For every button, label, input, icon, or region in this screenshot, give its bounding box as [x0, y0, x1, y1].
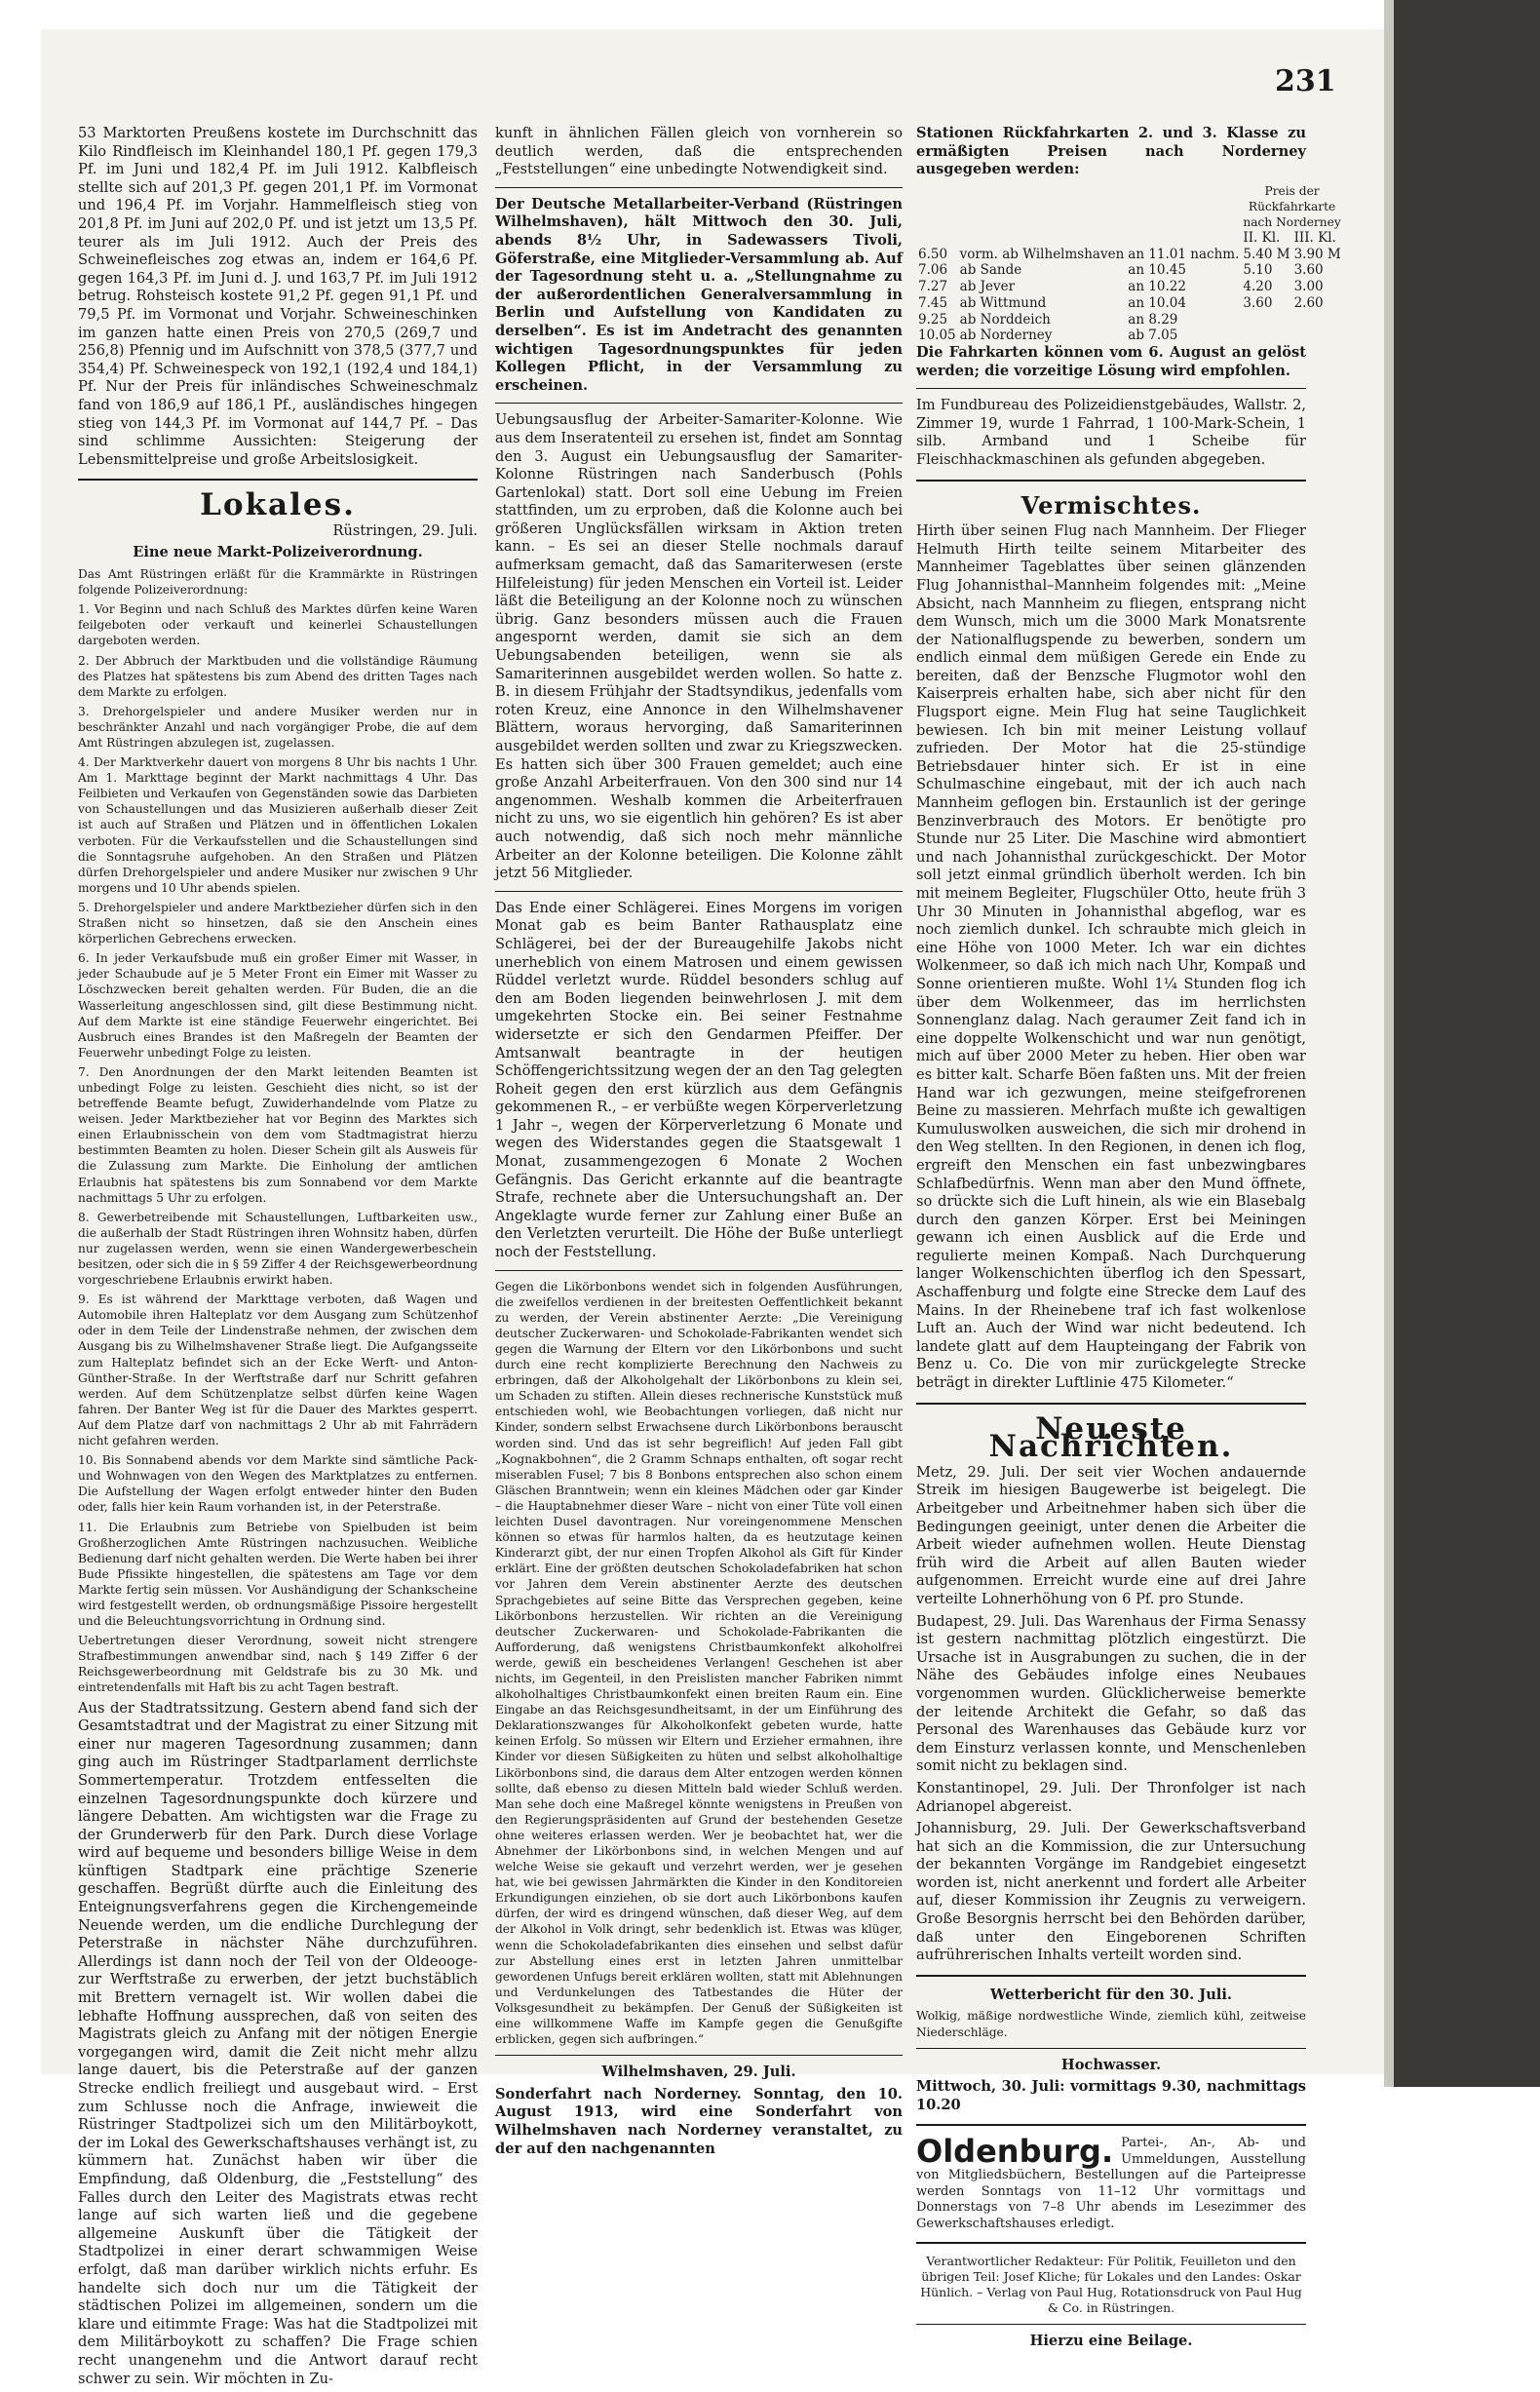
fahrplan-cell: ab Norderney [959, 328, 1053, 344]
news-item: Metz, 29. Juli. Der seit vier Wochen andauernde Streik im hiesigen Baugewerbe ist beigelegt. Die Arbeitgeber und Arbeitnehmer haben sich über die Bedingungen geeinigt, unter denen die Arbeiter die Arbeit wieder aufnehmen wollen. Heute Dienstag früh wird die Arbeit auf allen Bauten wieder aufgenommen. Erreicht wurde eine auf drei Jahre verteilte Lohnerhöhung von 6 Pf. pro Stunde. [916, 1463, 1306, 1607]
markt-rule: 10. Bis Sonnabend abends vor dem Markte sind sämtliche Pack- und Wohnwagen von den Wegen des Marktplatzes zu entfernen. Die Aufstellung der Wagen erfolgt entweder hinter den Buden oder, falls hier kein Raum vorhanden ist, in der Peterstraße. [78, 1453, 478, 1515]
page-edge-shadow [1384, 0, 1394, 2087]
divider [916, 1403, 1306, 1405]
fahrplan-cell: 5.10 [1243, 262, 1273, 279]
sonderfahrt-article: Sonderfahrt nach Norderney. Sonntag, den 10. August 1913, wird eine Sonderfahrt von Wilhelmshaven nach Norderney veranstaltet, zu der auf den nachgenannten [495, 2085, 903, 2157]
schlaegerei-article: Das Ende einer Schlägerei. Eines Morgens im vorigen Monat gab es beim Banter Rathausplatz eine Schlägerei, bei der der Bureaugehilfe Jakobs nicht unerheblich von einem Matrosen und einem gewissen Rüddel verletzt wurde. Rüddel besonders schlug auf den am Boden liegenden beinwehrlosen J. mit dem umgekehrten Stocke ein. Bei seiner Festnahme widersetzte er sich den Gendarmen Pfeiffer. Der Amtsanwalt beantragte in der heutigen Schöffengerichtssitzung wegen der an den Tag gelegten Roheit gegen den erst kürzlich aus dem Gefängnis gekommenen R., – er verbüßte wegen Körperverletzung 1 Jahr –, wegen der Körperverletzung 6 Monate und wegen des Widerstandes gegen die Staatsgewalt 1 Monat, zusammengezogen 6 Monate 2 Wochen Gefängnis. Das Gericht erkannte auf die beantragte Strafe, rechnete aber die Untersuchungshaft an. Der Angeklagte wurde ferner zur Zahlung einer Buße an den Verletzten verurteilt. Die Höhe der Buße unterliegt noch der Feststellung. [495, 899, 903, 1261]
fahrt-intro: Stationen Rückfahrkarten 2. und 3. Klasse zu ermäßigten Preisen nach Norderney ausgegeben werden: [916, 125, 1306, 178]
fahrplan-cell: 5.40 M [1243, 246, 1290, 262]
markt-rule: 7. Den Anordnungen der den Markt leitenden Beamten ist unbedingt Folge zu leisten. Geschieht dies nicht, so ist der betreffende Beamte befugt, Zuwiderhandelnde vom Platze zu weisen. Jeder Marktbezieher hat vor Beginn des Marktes sich einen Erlaubnisschein von dem vom Stadtmagistrat hierzu bestimmten Beamten zu holen. Dieser Schein gilt als Ausweis für die Zulassung zum Markte. Die Einholung der amtlichen Erlaubnis hat spätestens bis zum Sonnabend vor dem Markte nachmittags 5 Uhr zu erfolgen. [78, 1064, 478, 1205]
fahrplan-cell: 7.06 [918, 262, 948, 279]
divider [916, 1975, 1306, 1977]
fahrplan-table [916, 183, 1343, 344]
wetter-heading: Wetterbericht für den 30. Juli. [990, 1986, 1232, 2003]
stadtrat-article: Aus der Stadtratssitzung. Gestern abend fand sich der Gesamtstadtrat und der Magistrat zu einer Sitzung mit einer nur mageren Tagesordnung zusammen; dann ging auch im Rüstringer Stadtparlament derrlichste Sommertemperatur. Trotzdem entfesselten die einzelnen Tagesordnungspunkte doch kürzere und längere Debatten. Am wichtigsten war die Frage zu der Grunderwerb für den Park. Durch diese Vorlage wird auf bequeme und besonders billige Weise in dem künftigen Stadtpark eine prächtige Szenerie geschaffen. Begrüßt dürfte auch die Einleitung des Enteignungsverfahrens gegen die Kirchengemeinde Neuende werden, um die endliche Durchlegung der Peterstraße in nächster Nähe durchzuführen. Allerdings ist dann noch der Teil von der Oldeooge- zur Werftstraße zu erwerben, der jetzt buchstäblich mit Brettern vernagelt ist. Wir wollen dabei die lebhafte Hoffnung aussprechen, daß von seiten des Magistrats gleich zu Anfang mit der nötigen Energie vorgegangen wird, damit die Zeit nicht mehr allzu lange dauert, bis die Peterstraße auf der ganzen Strecke endlich freiliegt und ausgebaut wird. – Erst zum Schlusse noch die Anfrage, inwieweit die Rüstringer Stadtpolizei sich um den Militärboykott, der im Lokal des Gewerkschaftshauses verhängt ist, zu kümmern hat. Zunächst haben wir über die Empfindung, daß Oldenburg, die „Feststellung“ des Falles durch den Leiter des Magistrats etwas recht lange auf sich warten ließ und die gegebene allgemeine Auskunft über die Tätigkeit der Stadtpolizei in einer derart schwammigen Weise erfolgt, daß man darüber wirklich nichts erfuhr. Es handelte sich doch nur um die Tätigkeit der städtischen Polizei im allgemeinen, sondern um die klare und eitimmte Frage: Was hat die Stadtpolizei mit dem Militärboykott zu schaffen? Die Frage schien recht unangenehm und die Antwort darauf recht schwer zu sein. Wir möchten in Zu- [78, 1699, 478, 2387]
column-2 [495, 125, 903, 2162]
metallarbeiter-notice: Der Deutsche Metallarbeiter-Verband (Rüstringen Wilhelmshaven), hält Mittwoch den 30. Juli, abends 8½ Uhr, in Sadewassers Tivoli, Göferstraße, eine Mitglieder-Versammlung ab. Auf der Tagesordnung steht u. a. „Stellungnahme zu der außerordentlichen Generalversammlung in Berlin und Aufstellung von Kandidaten zu derselben“. Es ist im Andetracht des genannten wichtigen Tagesordnungspunktes für jeden Kollegen Pflicht, in der Versammlung zu erscheinen. [495, 195, 903, 394]
fahrplan-cell: 4.20 [1243, 279, 1273, 295]
fahrplan-cell: 9.25 [918, 311, 948, 328]
class-header: II. Kl. [1243, 230, 1281, 247]
markt-rule: Uebertretungen dieser Verordnung, soweit nicht strengere Strafbestimmungen anwendbar sind, nach § 149 Ziffer 6 der Reichsgewerbeordnung mit Geldstrafe bis zu 30 Mk. und eintretendenfalls mit Haft bis zu acht Tagen bestraft. [78, 1634, 478, 1695]
markt-rule: 9. Es ist während der Markttage verboten, daß Wagen und Automobile ihren Halteplatz vor dem Ausgang zum Schützenhof oder in dem Teile der Lindenstraße nehmen, der zwischen dem Ausgang bis zu Wilhelmshavener Straße liegt. Die Aufgangsseite zum Halteplatz befindet sich an der Ecke Werft- und Anton-Günther-Straße. In der Werftstraße darf nur Schritt gefahren werden. Auf dem Schützenplatze selbst dürfen keine Wagen fahren. Der Banter Weg ist für die Dauer des Marktes gesperrt. Auf dem Platze darf von nachmittags 2 Uhr ab mit Fahrrädern nicht gefahren werden. [78, 1292, 478, 1448]
news-item: Konstantinopel, 29. Juli. Der Thronfolger ist nach Adrianopel abgereist. [916, 1779, 1306, 1815]
markt-rule: 3. Drehorgelspieler und andere Musiker werden nur in beschränkter Anzahl und nach vorgängiger Probe, die auf dem Amt Rüstringen abzulegen ist, zugelassen. [78, 704, 478, 750]
markt-heading: Eine neue Markt-Polizeiverordnung. [133, 544, 423, 561]
fahrplan-row [916, 295, 1343, 312]
fahrplan-cell: an 10.04 [1128, 294, 1186, 311]
hochwasser-heading: Hochwasser. [1060, 2056, 1162, 2073]
news-item: Budapest, 29. Juli. Das Warenhaus der Firma Senassy ist gestern nachmittag plötzlich eingestürzt. Die Ursache ist in Ausgrabungen zu suchen, die in der Nähe des Gebäudes infolge eines Neubaues vorgenommen wurden. Glücklicherweise bemerkte der leitende Architekt die Gefahr, so daß das Personal des Warenhauses das Gebäude kurz vor dem Einsturz verlassen konnte, und Menschenleben somit nicht zu beklagen sind. [916, 1612, 1306, 1775]
fahrplan-cell: 6.50 [918, 246, 948, 262]
lokales-heading: Lokales. [200, 487, 356, 523]
hirth-article: Hirth über seinen Flug nach Mannheim. Der Flieger Helmuth Hirth teilte seinem Mitarbeiter des Mannheimer Tageblattes über seinen glänzenden Flug Johannisthal–Mannheim folgendes mit: „Meine Absicht, nach Mannheim zu fliegen, entsprang nicht dem Wunsch, mich um die 3000 Mark Monatsrente der Nationalflugspende zu bewerben, sondern um endlich einmal dem müßigen Gerede ein Ende zu bereiten, daß der Benzsche Flugmotor wohl den Kaiserpreis erhalten habe, sich aber nicht für den Flugsport eigne. Mein Flug hat seine Tauglichkeit bewiesen. Ich bin mit meiner Leistung vollauf zufrieden. Der Motor hat die 25-stündige Betriebsdauer hinter sich. Er ist in eine Schulmaschine eingebaut, mit der ich auch nach Mannheim geflogen bin. Erstaunlich ist der geringe Benzinverbrauch des Motors. Er benötigte pro Stunde nur 25 Liter. Die Maschine wird abmontiert und nach Johannisthal zurückgeschickt. Der Motor soll jetzt einmal gründlich überholt werden. Ich bin mit meinem Begleiter, Flugschüler Otto, heute früh 3 Uhr 30 Minuten in Johannisthal abgeflog, war es noch ziemlich dunkel. Ich schraubte mich gleich in eine Höhe von 1000 Meter. Ich war ein dichtes Wolkenmeer, so daß ich mich nach Uhr, Kompaß und Sonne orientieren mußte. Wohl 1¼ Stunden flog ich über dem Wolkenmeer, das im herrlichsten Sonnenglanz dalag. Nach geraumer Zeit fand ich in eine doppelte Wolkenschicht und war nun genötigt, mich auf über 2000 Meter zu heben. Hier oben war es bitter kalt. Scharfe Böen faßten uns. Mit der freien Hand war ich gezwungen, meine steifgefrorenen Beine zu massieren. Mehrfach mußte ich gewaltigen Kumuluswolken ausweichen, die sich mir drohend in den Weg stellten. In den Regionen, in denen ich flog, ergreift den Menschen ein fast unbezwingbares Schlafbedürfnis. Wenn man aber den Mund öffnete, so drückte sich die Luft hinein, als wie ein Blasebalg durch den ganzen Körper. Erst bei Meiningen gewann ich einen Ausblick auf die Erde und regulierte meinen Kompaß. Nach Durchquerung langer Wolkenschichten überflog ich den Spessart, Aschaffenburg und folgte eine Strecke dem Lauf des Mains. In der Rheinebene traf ich fast wolkenlose Luft an. Auch der Wind war nicht bedeutend. Ich landete glatt auf dem Haupteingang der Fabrik von Benz u. Co. Die von mir zurückgelegte Strecke beträgt in direkter Luftlinie 475 Kilometer.“ [916, 522, 1306, 1392]
fahrplan-cell: 7.45 [918, 294, 948, 311]
fahrplan-row [916, 312, 1343, 328]
divider [916, 2124, 1306, 2126]
fahrt-note: Die Fahrkarten können vom 6. August an gelöst werden; die vorzeitige Lösung wird empfohlen. [916, 343, 1306, 379]
imprint: Verantwortlicher Redakteur: Für Politik, Feuilleton und den übrigen Teil: Josef Kliche; für Lokales und den Landes: Oskar Hünlich. – Verlag von Paul Hug, Rotationsdruck von Paul Hug & Co. in Rüstringen. [920, 2254, 1302, 2316]
fahrplan-cell: ab 7.05 [1128, 328, 1178, 344]
fahrplan-cell: 3.00 [1293, 279, 1324, 295]
fahrplan-cell: vorm. ab Wilhelmshaven [959, 246, 1125, 262]
markt-rule: 5. Drehorgelspieler und andere Marktbezieher dürfen sich in den Straßen nicht so hinsetzen, daß sie den Anschein eines körperlichen Gebrechens erwecken. [78, 900, 478, 946]
divider [916, 2242, 1306, 2244]
column-3 [916, 125, 1341, 2355]
fahrplan-cell [1292, 312, 1343, 328]
fahrplan-cell: an 11.01 nachm. [1128, 246, 1240, 262]
fahrplan-cell: an 10.22 [1128, 279, 1186, 295]
price-header: Preis der Rückfahrkarte nach Norderney [1243, 183, 1341, 229]
fahrplan-cell: ab Jever [959, 279, 1016, 295]
divider [916, 388, 1306, 389]
markt-rule: 4. Der Marktverkehr dauert von morgens 8 Uhr bis nachts 1 Uhr. Am 1. Markttage beginnt der Markt nachmittags 4 Uhr. Das Feilbieten und Verkaufen von Gegenständen sowie das Darbieten von Schaustellungen und das Musizieren außerhalb dieser Zeit ist auch auf Straßen und Plätzen und in öffentlichen Lokalen verboten. Für die Verkaufsstellen und die Schaustellungen sind die Sonntagsruhe aufgehoben. An den Straßen und Plätzen dürfen Drehorgelspieler und andere Musiker nur zwischen 9 Uhr morgens und 10 Uhr abends spielen. [78, 755, 478, 895]
fahrplan-cell [1292, 328, 1343, 344]
fahrplan-cell: ab Sande [959, 262, 1022, 279]
oldenburg-ad [916, 2133, 1306, 2232]
fahrplan-cell [1241, 328, 1291, 344]
hochwasser-text: Mittwoch, 30. Juli: vormittags 9.30, nachmittags 10.20 [916, 2078, 1306, 2113]
class-header: III. Kl. [1293, 230, 1336, 247]
markt-rule: 8. Gewerbetreibende mit Schaustellungen, Luftbarkeiten usw., die außerhalb der Stadt Rüstringen ihren Wohnsitz haben, dürfen nur zugelassen werden, wenn sie einen Wandergewerbeschein besitzen, oder sich die in § 59 Ziffer 4 der Reichsgewerbeordnung vorgeschriebene Erlaubnis erwirkt haben. [78, 1210, 478, 1288]
divider [916, 2324, 1306, 2325]
likoer-article: Gegen die Likörbonbons wendet sich in folgenden Ausführungen, die zweifellos verdienen in der breitesten Oeffentlichkeit bekannt zu werden, der Verein abstinenter Aerzte: „Die Vereinigung deutscher Zuckerwaren- und Schokolade-Fabrikanten wendet sich gegen die Warnung der Eltern vor den Likörbonbons und sucht durch eine recht komplizierte Berechnung den Nachweis zu erbringen, daß der Alkoholgehalt der Likörbonbons zu klein sei, um Schaden zu stiften. Allein dieses rechnerische Kunststück muß entschieden wohl, wie Beobachtungen vorliegen, daß nicht nur Kinder, sondern selbst Erwachsene durch Likörbonbons berauscht worden sind. Und das ist sehr begreiflich! Auf jeden Fall gibt „Kognakbohnen“, die 2 Gramm Schnaps enthalten, oft sogar recht miserablen Fusel; 7 bis 8 Bonbons entsprechen also schon einem Gläschen Branntwein; wenn ein kleines Mädchen oder gar Kinder – die Hauptabnehmer dieser Ware – nicht von einer Tüte voll einen leichten Dusel davontragen. Nur voreingenommene Menschen können so etwas für harmlos halten, da es heutzutage keinen Kinderarzt gibt, der nur einen Tropfen Alkohol als Gift für Kinder erklärt. Eine der größten deutschen Schokoladefabriken hat schon vor Jahren dem Verein abstinenter Aerzte des deutschen Sprachgebietes auf seine Bitte das Versprechen gegeben, keine Likörbonbons herzustellen. Wir richten an die Vereinigung deutscher Zuckerwaren- und Schokolade-Fabrikanten die Aufforderung, daß wenigstens Christbaumkonfekt alkoholfrei werde, gewiß ein bescheidenes Verlangen! Geschehen ist aber nichts, im Gegenteil, in den Preislisten mancher Fabriken nimmt alkoholhaltiges Christbaumkonfekt einen breiten Raum ein. Eine Eingabe an das Reichsgesundheitsamt, in der um Einführung des Deklarationszwanges für Alkoholkonfekt gebeten wurde, hatte keinen Erfolg. So müssen wir Eltern und Erzieher ermahnen, ihre Kinder vor diesen Süßigkeiten zu hüten und selbst alkoholhaltige Likörbonbons sind, die daraus dem Alter entzogen werden können sollte, daß ebenso zu diesen Mitteln bald wieder Schluß werden. Man sehe doch eine Maßregel könnte wenigstens in Preußen von den Regierungspräsidenten auf Grund der bestehenden Gesetze ohne weiteres erlassen werden. Wer je beobachtet hat, wer die Abnehmer der Likörbonbons sind, in welchen Mengen und auf welche Weise sie gekauft und verzehrt werden, wer je gesehen hat, wie bei gewissen Jahrmärkten die Kinder in den Konditoreien Erkundigungen einziehen, ob sie dort auch Likörbonbons kaufen dürfen, der wird es dringend wünschen, daß dieser Weg, auf dem der Alkohol in Volk dringt, sehr bedenklich ist. Etwas was klüger, wenn die Schokoladefabrikanten dies einsehen und selbst dafür zur Abstellung eines erst in letzten Jahren unmittelbar gewordenen Unfugs bereit erklären wollten, statt mit Ablehnungen und Verdunkelungen des Tatbestandes die Hüter der Volksgesundheit zu bekämpfen. Der Genuß der Süßigkeiten ist eine willkommene Waffe im Kampfe gegen die Genußgifte erblicken, gegen sich aufbringen.“ [495, 1279, 903, 2047]
divider [495, 2055, 903, 2056]
markt-rule: 2. Der Abbruch der Marktbuden und die vollständige Räumung des Platzes hat spätestens bis zum Abend des dritten Tages nach dem Markte zu erfolgen. [78, 653, 478, 699]
fundbureau-notice: Im Fundbureau des Polizeidienstgebäudes, Wallstr. 2, Zimmer 19, wurde 1 Fahrrad, 1 100-Mark-Schein, 1 silb. Armband und 1 Scheibe für Fleischhackmaschinen als gefunden abgegeben. [916, 397, 1306, 468]
vermischtes-heading: Vermischtes. [1020, 490, 1202, 520]
fahrplan-cell: 2.60 [1293, 294, 1324, 311]
fahrplan-cell: 3.60 [1243, 294, 1273, 311]
ad-title: Oldenburg. [916, 2133, 1114, 2171]
samariter-article: Uebungsausflug der Arbeiter-Samariter-Kolonne. Wie aus dem Inseratenteil zu ersehen ist, findet am Sonntag den 3. August ein Uebungsausflug der Samariter-Kolonne Rüstringen nach Sanderbusch (Pohls Gartenlokal) statt. Dort soll eine Uebung im Freien stattfinden, um zu erproben, daß die Kolonne auch bei größeren Unglücksfällen wirksam in Aktion treten kann. – Es sei an dieser Stelle nochmals darauf aufmerksam gemacht, daß das Samariterwesen (erste Hilfeleistung) für jeden Menschen ein Vorteil ist. Leider läßt die Beteiligung an der Kolonne noch zu wünschen übrig. Ganz besonders müssen auch die Frauen angespornt werden, damit sie sich an dem Uebungsabenden beteiligen, wenn sie als Samariterinnen ausgebildet werden wollen. So hatte z. B. in diesem Frühjahr der Stadtsyndikus, jedenfalls vom roten Kreuz, eine Annonce in den Wilhelmshavener Blättern, woraus hervorging, daß Samariterinnen ausgebildet werden sollten und zwar zu Kriegszwecken. Es hatten sich über 300 Frauen gemeldet; auch eine große Anzahl Arbeiterfrauen. Von den 300 sind nur 14 angenommen. Weshalb kommen die Arbeiterfrauen nicht zu uns, wo sie eigentlich hin gehören? Es ist aber auch notwendig, daß sich noch mehr männliche Arbeiter an der Kolonne beteiligen. Die Kolonne zählt jetzt 56 Mitglieder. [495, 411, 903, 882]
fahrplan-cell: 10.05 [918, 328, 956, 344]
fahrplan-body [916, 247, 1343, 344]
fahrplan-row [916, 262, 1343, 279]
fahrplan-cell: an 10.45 [1128, 262, 1186, 279]
neueste-heading: Neueste Nachrichten. [988, 1410, 1234, 1465]
news-item: Johannisburg, 29. Juli. Der Gewerkschaftsverband hat sich an die Kommission, die zur Untersuchung der bekannten Vorgänge im Randgebiet eingesetzt worden ist, nicht anerkennt und fordert alle Arbeiter auf, dieser Kommission ihr Zeugnis zu verweigern. Große Besorgnis herrscht bei den Behörden darüber, daß unter den Eingeborenen Schriften aufrührerischen Inhalts verteilt worden sind. [916, 1820, 1306, 1964]
divider [495, 187, 903, 188]
wetter-text: Wolkig, mäßige nordwestliche Winde, ziemlich kühl, zeitweise Niederschläge. [916, 2009, 1306, 2039]
price-report-text: 53 Marktorten Preußens kostete im Durchschnitt das Kilo Rindfleisch im Kleinhandel 180,1 Pf. gegen 179,3 Pf. im Juni und 182,4 Pf. im Juli 1912. Kalbfleisch stellte sich auf 201,3 Pf. gegen 201,1 Pf. im Vormonat und 196,4 Pf. im Vorjahr. Hammelfleisch stieg von 201,8 Pf. im Juni auf 202,0 Pf. und ist jetzt um 13,5 Pf. teurer als im Juli 1912. Auch der Preis des Schweinefleisches zog etwas an, indem er 164,6 Pf. gegen 164,3 Pf. im Juni d. J. und 163,7 Pf. im Juli 1912 betrug. Rohsteisch kostete 91,2 Pf. gegen 91,1 Pf. und 79,5 Pf. im Vormonat und Vorjahr. Schweineschinken im ganzen hatte einen Preis von 270,5 (269,7 und 256,8) Pfennig und im Aufschnitt von 378,5 (377,7 und 354,4) Pf. Schweinespeck von 192,1 (192,4 und 184,1) Pf. Nur der Preis für inländisches Schweineschmalz fand von 186,9 auf 186,1 Pf., ausländisches hingegen stieg von 144,3 Pf. im Vormonat auf 144,7 Pf. – Das sind schlimme Aussichten: Steigerung der Lebensmittelpreise und große Arbeitslosigkeit. [78, 125, 478, 468]
book-edge [1384, 0, 1540, 2087]
dateline: Rüstringen, 29. Juli. [332, 521, 478, 539]
fahrplan-cell: 7.27 [918, 279, 948, 295]
markt-rule: 6. In jeder Verkaufsbude muß ein großer Eimer mit Wasser, in jeder Schaubude auf je 5 Meter Front ein Eimer mit Wasser zu Löschzwecken bereit gehalten werden. Für Buden, die an die Wasserleitung angeschlossen sind, gilt diese Bestimmung nicht. Auf dem Markte ist eine ständige Feuerwehr eingerichtet. Bei Ausbruch eines Brandes ist den Maßregeln der Beamten der Feuerwehr unbedingt Folge zu leisten. [78, 951, 478, 1060]
divider [495, 1270, 903, 1271]
markt-rule: 11. Die Erlaubnis zum Betriebe von Spielbuden ist beim Großherzoglichen Amte Rüstringen nachzusuchen. Weibliche Bedienung darf nicht gehalten werden. Die Werte haben bei ihrer Bude Pfissikte hingestellen, die spätestens am Tage vor dem Markte fertig sein müssen. Vor Aushändigung der Schankscheine wird festgestellt werden, ob ordnungsmäßige Pissoire hergestellt und die Beleuchtungsvorrichtung in Ordnung sind. [78, 1520, 478, 1629]
ad-text: Partei-, An-, Ab- und Ummeldungen, Ausstellung von Mitgliedsbüchern, Bestellungen auf die Parteipresse werden Sonntags von 11–12 Uhr vormittags und Donnerstags von 7–8 Uhr abends im Lesezimmer des Gewerkschaftshauses erledigt. [916, 2136, 1306, 2231]
divider [916, 480, 1306, 482]
fahrplan-cell: 3.90 M [1293, 246, 1341, 262]
table-header-row [916, 230, 1343, 247]
divider [916, 2048, 1306, 2049]
divider [495, 403, 903, 404]
fahrplan-row [916, 279, 1343, 295]
markt-rule: 1. Vor Beginn und nach Schluß des Marktes dürfen keine Waren feilgeboten oder verkauft und keinerlei Schaustellungen dargeboten werden. [78, 602, 478, 648]
fahrplan-row [916, 328, 1343, 344]
column-1 [78, 125, 478, 2392]
markt-intro: Das Amt Rüstringen erläßt für die Krammärkte in Rüstringen folgende Polizeiverordnung: [78, 567, 478, 598]
wilhelmshaven-dateline: Wilhelmshaven, 29. Juli. [601, 2064, 796, 2081]
fahrplan-cell: ab Norddeich [959, 311, 1051, 328]
fahrplan-cell: ab Wittmund [959, 294, 1047, 311]
divider [495, 891, 903, 892]
fahrplan-cell [1241, 312, 1291, 328]
beilage-note: Hierzu eine Beilage. [1029, 2333, 1193, 2350]
fahrplan-cell: 3.60 [1293, 262, 1324, 279]
table-header-row [916, 183, 1343, 230]
fahrplan-cell: an 8.29 [1128, 311, 1178, 328]
fahrplan-row [916, 247, 1343, 263]
page-number: 231 [1275, 64, 1336, 98]
divider [78, 479, 478, 481]
continued-text: kunft in ähnlichen Fällen gleich von vornherein so deutlich werden, daß die entsprechenden „Feststellungen“ eine unbedingte Notwendigkeit sind. [495, 125, 903, 178]
